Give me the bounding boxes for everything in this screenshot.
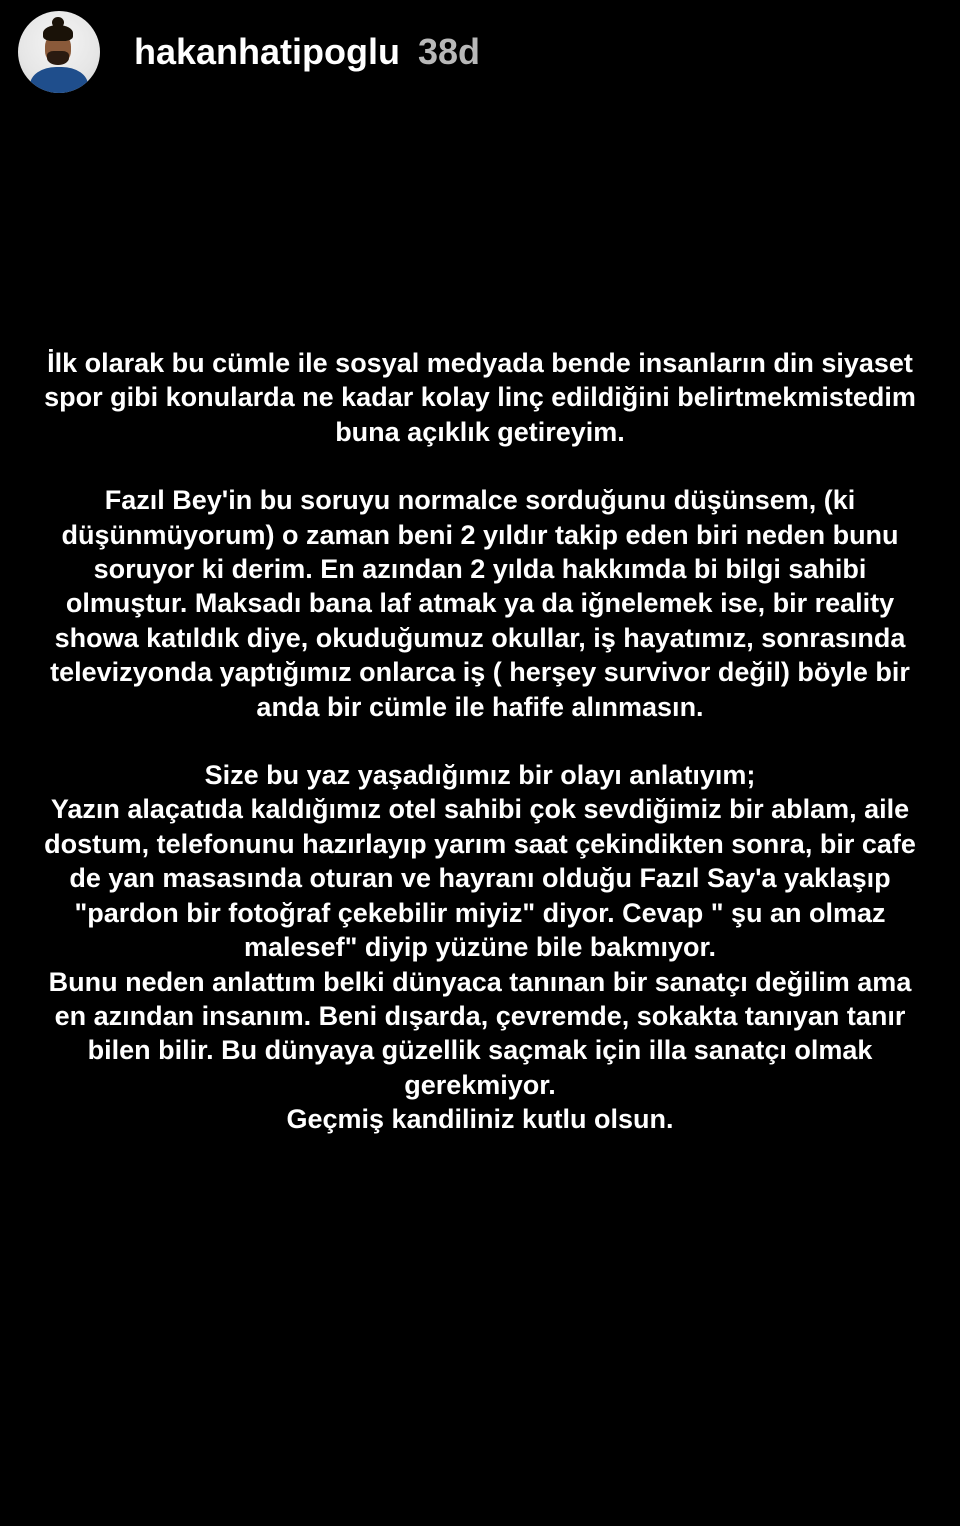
text-line: de yan masasında oturan ve hayranı olduğu Fazıl Say'a yaklaşıp: [69, 863, 891, 894]
story-header: [18, 10, 480, 94]
paragraph-gap: [40, 724, 920, 758]
text-line: düşünmüyorum) o zaman beni 2 yıldır takip eden biri neden bunu: [61, 519, 899, 550]
avatar-beard: [47, 51, 69, 65]
username[interactable]: hakanhatipoglu: [134, 31, 401, 72]
text-line: Bunu neden anlattım belki dünyaca tanınan bir sanatçı değilim ama: [48, 966, 912, 997]
avatar-shirt: [30, 67, 88, 93]
text-line: spor gibi konularda ne kadar kolay linç edildiğini belirtmekmistedim: [44, 382, 916, 413]
text-line: Size bu yaz yaşadığımız bir olayı anlatıyım;: [204, 760, 756, 791]
text-line: anda bir cümle ile hafife alınmasın.: [256, 691, 704, 722]
profile-avatar[interactable]: [18, 11, 100, 93]
text-line: Yazın alaçatıda kaldığımız otel sahibi çok sevdiğimiz bir ablam, aile: [50, 794, 910, 825]
text-line: showa katıldık diye, okuduğumuz okullar, iş hayatımız, sonrasında: [54, 622, 906, 653]
text-line: televizyonda yaptığımız onlarca iş ( herşey survivor değil) böyle bir: [50, 657, 910, 688]
text-line: gerekmiyor.: [404, 1069, 556, 1100]
text-line: bilen bilir. Bu dünyaya güzellik saçmak için illa sanatçı olmak: [87, 1035, 873, 1066]
text-line: Geçmiş kandiliniz kutlu olsun.: [286, 1104, 674, 1135]
text-line: en azından insanım. Beni dışarda, çevremde, sokakta tanıyan tanır: [54, 1000, 906, 1031]
text-line: soruyor ki derim. En azından 2 yılda hakkımda bi bilgi sahibi: [93, 554, 867, 585]
text-line: "pardon bir fotoğraf çekebilir miyiz" diyor. Cevap " şu an olmaz: [74, 897, 886, 928]
story-text: [40, 346, 920, 1137]
paragraph-gap: [40, 449, 920, 483]
text-line: dostum, telefonunu hazırlayıp yarım saat çekindikten sonra, bir cafe: [44, 828, 916, 859]
text-line: olmuştur. Maksadı bana laf atmak ya da iğnelemek ise, bir reality: [65, 588, 895, 619]
text-line: malesef" diyip yüzüne bile bakmıyor.: [244, 932, 716, 963]
post-time: 38d: [418, 31, 481, 72]
avatar-hair-bun: [52, 17, 64, 28]
text-line: Fazıl Bey'in bu soruyu normalce sorduğunu düşünsem, (ki: [104, 485, 856, 516]
text-line: İlk olarak bu cümle ile sosyal medyada bende insanların din siyaset: [47, 348, 913, 378]
text-line: buna açıklık getireyim.: [335, 416, 625, 447]
